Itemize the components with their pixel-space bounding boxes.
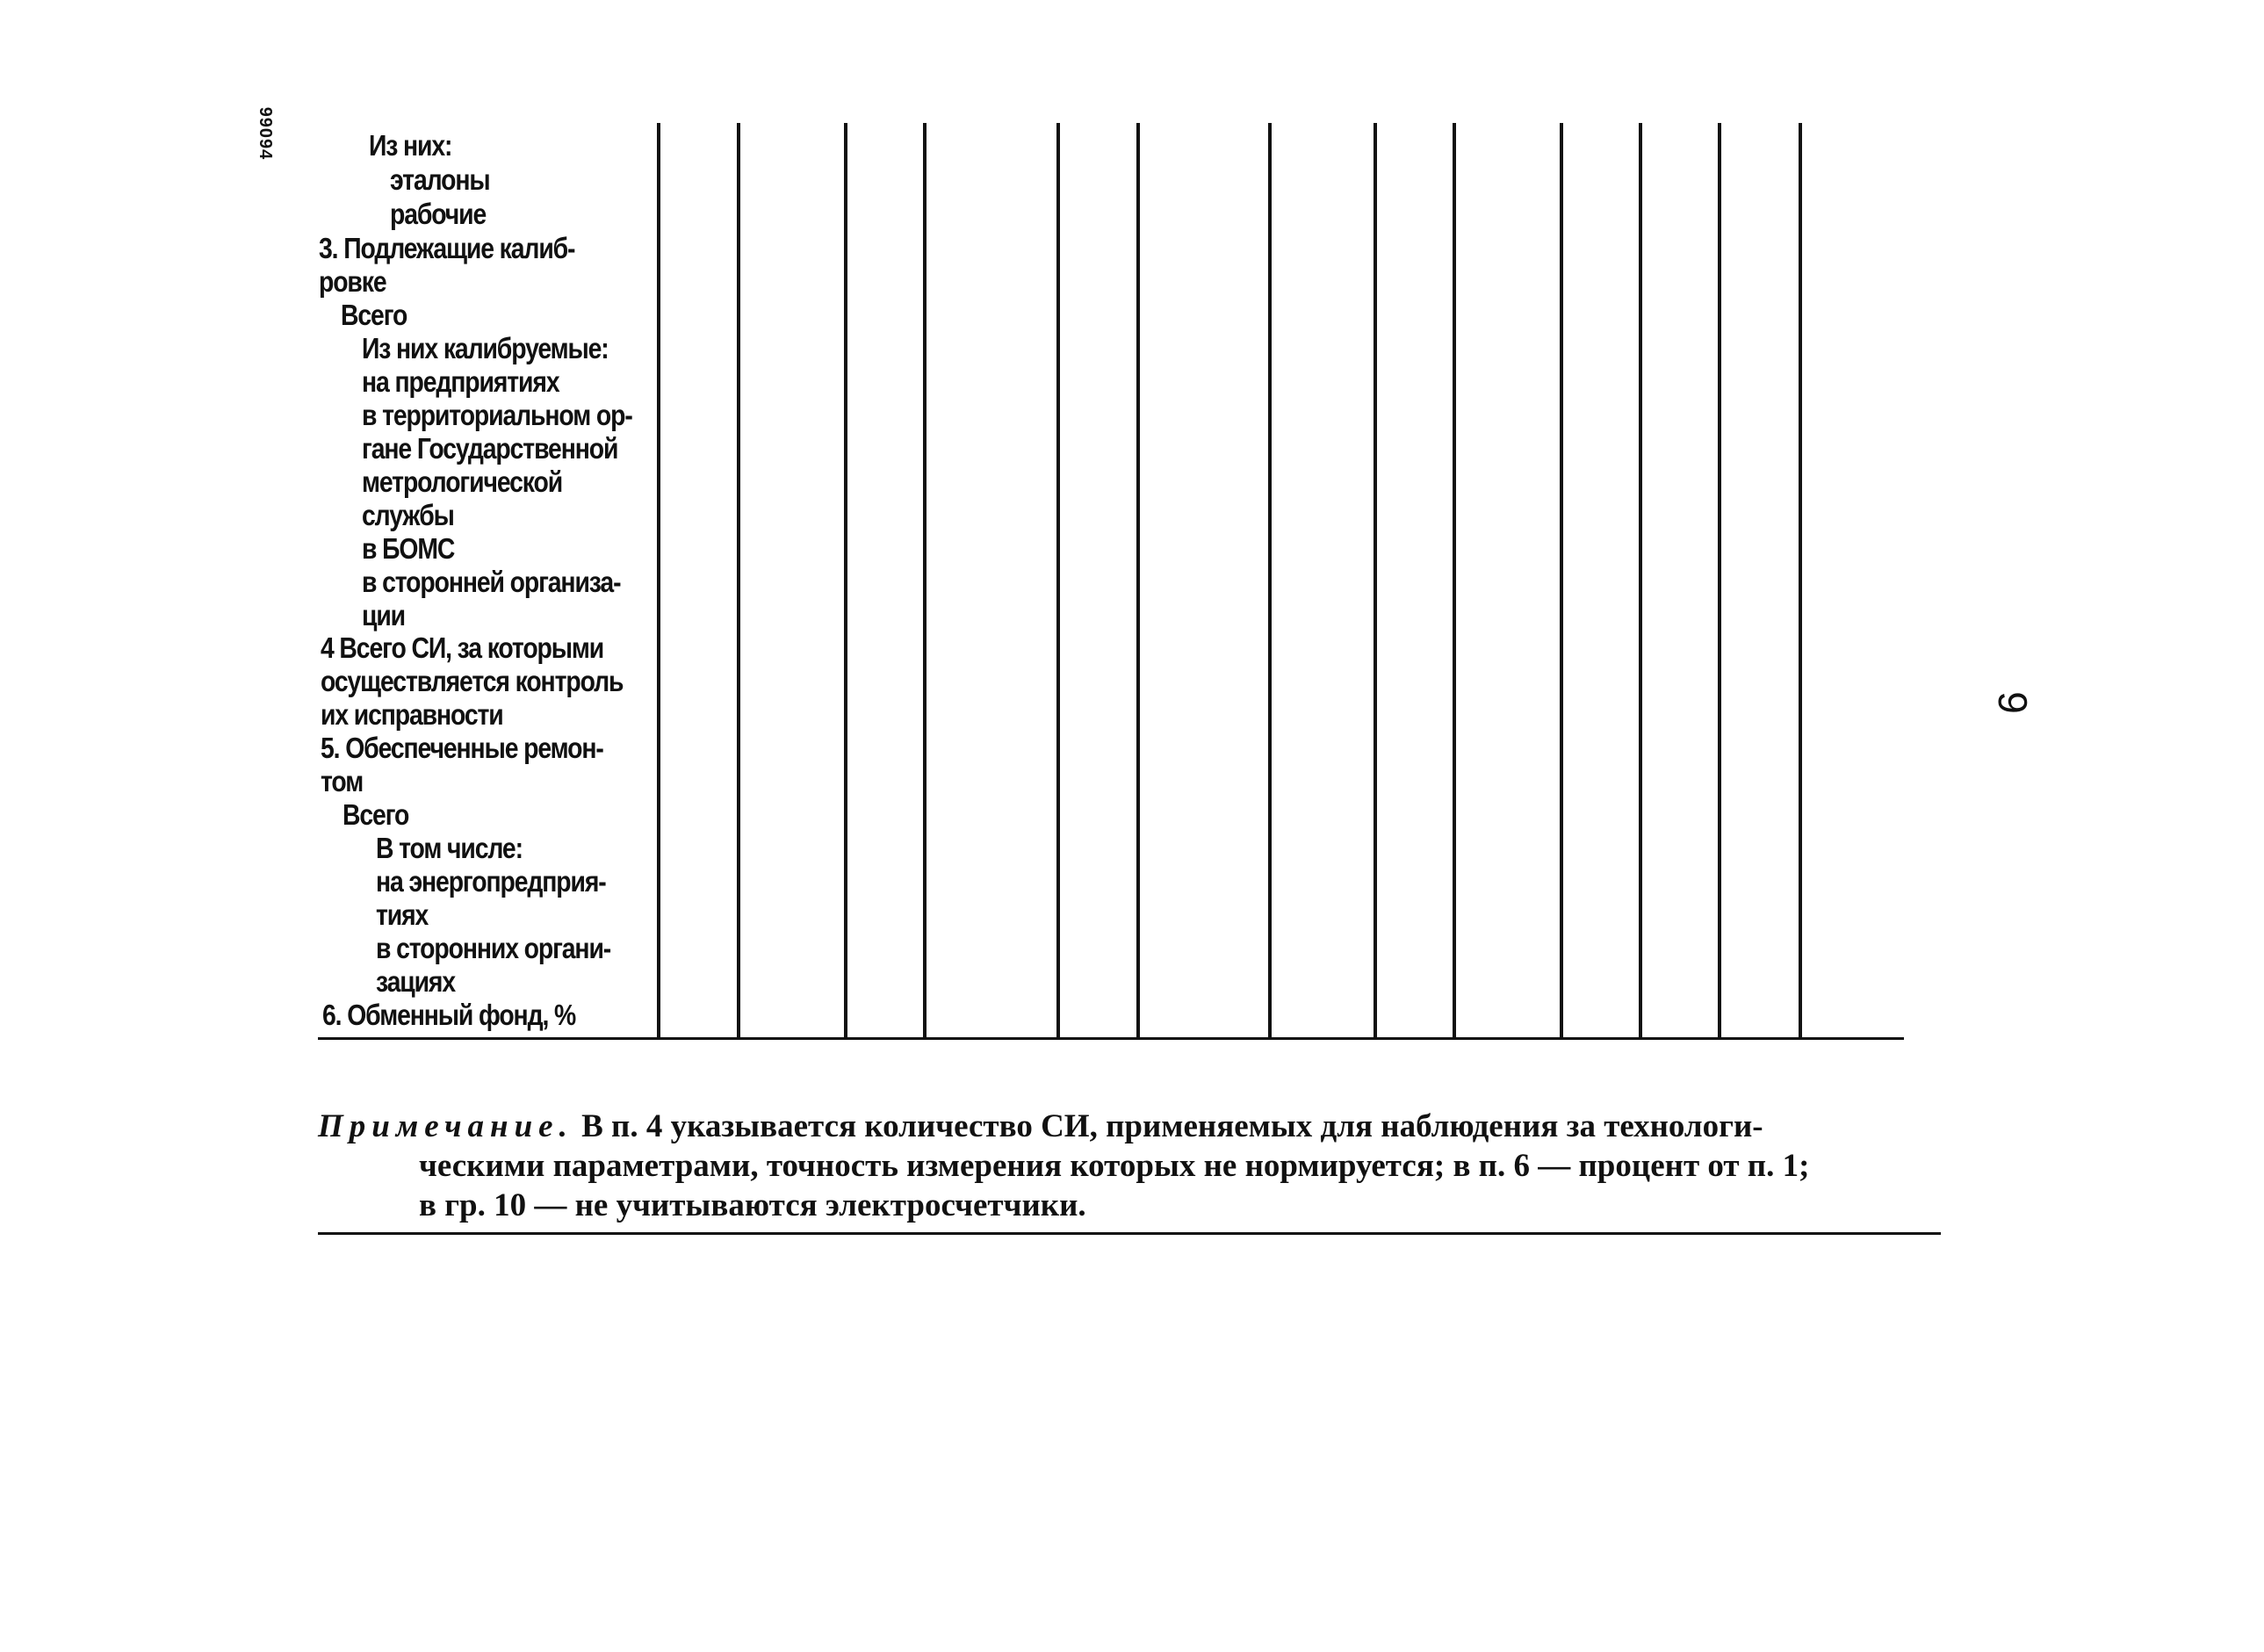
row-label: Из них: bbox=[369, 129, 452, 162]
column-divider bbox=[737, 123, 740, 1040]
column-divider bbox=[1718, 123, 1721, 1040]
footnote bbox=[318, 1107, 1943, 1225]
footnote-text: В п. 4 указывается количество СИ, применяемых для наблюдения за технологи- bbox=[573, 1108, 1763, 1144]
row-label: в сторонней организа- bbox=[362, 566, 621, 598]
row-label: на энергопредприя- bbox=[376, 865, 606, 898]
column-divider bbox=[923, 123, 927, 1040]
row-label: 5. Обеспеченные ремон- bbox=[321, 732, 603, 764]
row-label: рабочие bbox=[390, 198, 487, 230]
row-label: в территориальном ор- bbox=[362, 399, 632, 431]
row-label: в БОМС bbox=[362, 532, 455, 565]
row-label: Из них калибруемые: bbox=[362, 332, 609, 364]
column-divider bbox=[1799, 123, 1802, 1040]
row-label: ровке bbox=[319, 265, 386, 298]
row-label: том bbox=[321, 765, 364, 797]
row-label: осуществляется контроль bbox=[321, 665, 624, 697]
row-label: гане Государственной bbox=[362, 432, 618, 465]
table-bottom-rule bbox=[318, 1037, 1904, 1040]
row-label: Всего bbox=[341, 299, 407, 331]
row-label: зациях bbox=[376, 965, 456, 998]
row-label: 3. Подлежащие калиб- bbox=[319, 232, 575, 264]
row-label: службы bbox=[362, 499, 454, 531]
footnote-rule bbox=[318, 1232, 1941, 1235]
row-label: 4 Всего СИ, за которыми bbox=[321, 631, 604, 664]
row-label: ции bbox=[362, 599, 405, 631]
column-divider bbox=[1268, 123, 1272, 1040]
column-divider bbox=[1056, 123, 1060, 1040]
row-label: в сторонних органи- bbox=[376, 932, 611, 964]
row-label: эталоны bbox=[390, 163, 490, 196]
column-divider bbox=[1453, 123, 1456, 1040]
row-label: их исправности bbox=[321, 698, 503, 731]
footnote-lead: Примечание. bbox=[318, 1108, 573, 1144]
footnote-line-2: ческими параметрами, точность измерения которых не нормируется; в п. 6 — процент от п. 1; bbox=[419, 1148, 1810, 1184]
row-label: метрологической bbox=[362, 465, 563, 498]
column-divider bbox=[844, 123, 847, 1040]
column-divider bbox=[1374, 123, 1377, 1040]
column-divider bbox=[1136, 123, 1140, 1040]
column-divider bbox=[657, 123, 660, 1040]
row-label: В том числе: bbox=[376, 832, 523, 864]
row-label: Всего bbox=[342, 798, 409, 831]
row-label: 6. Обменный фонд, % bbox=[322, 999, 576, 1031]
page-number: 9 bbox=[1990, 691, 2036, 714]
row-label: на предприятиях bbox=[362, 365, 559, 398]
row-label: тиях bbox=[376, 898, 429, 931]
footnote-line-1 bbox=[318, 1107, 1943, 1146]
column-divider bbox=[1560, 123, 1563, 1040]
footnote-line-3: в гр. 10 — не учитываются электросчетчики. bbox=[419, 1187, 1086, 1223]
document-code: 99094 bbox=[256, 106, 276, 161]
column-divider bbox=[1639, 123, 1642, 1040]
